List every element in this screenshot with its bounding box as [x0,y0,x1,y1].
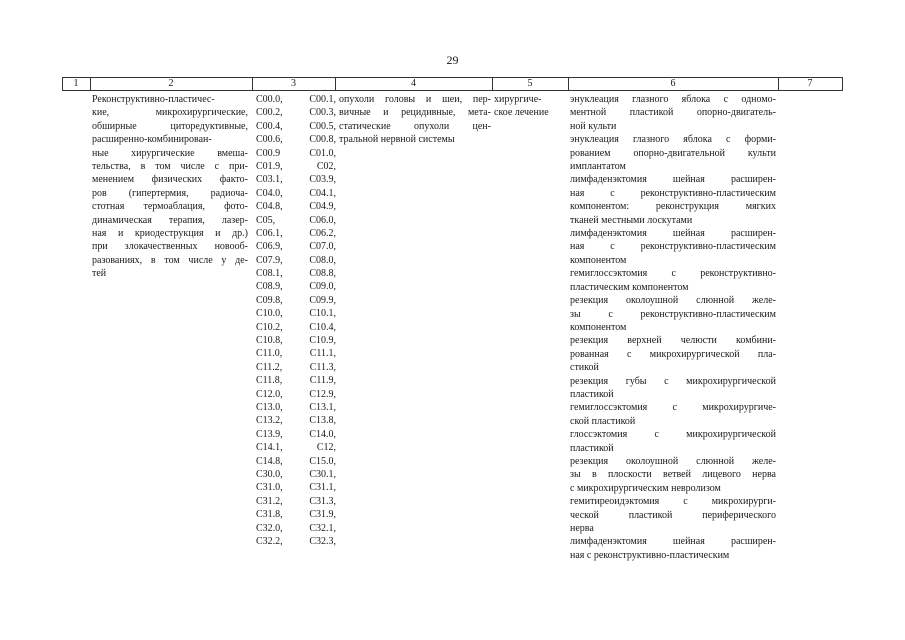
intervention-text-line: разованиях, в том числе у де- [92,254,248,266]
icd-code: C00.9 [256,147,281,159]
icd-code: C30.1, [309,468,336,480]
intervention-type-column [92,93,248,281]
icd-code: C04.8, [256,201,283,213]
icd-code-row [256,347,336,360]
icd-code: C08.9, [256,281,283,293]
icd-code: C08.8, [309,268,336,280]
icd-code: C31.9, [309,509,336,521]
icd-code: C03.9, [309,174,336,186]
diagnosis-text-line: тральной нервной системы [339,134,455,146]
icd-code: C31.8, [256,509,283,521]
icd-code-row [256,267,336,280]
method-text-line: рованная с микрохирургической пла- [570,348,776,360]
icd-code: C11.0, [256,348,283,360]
icd-code: C08.0, [309,254,336,266]
icd-code: C09.8, [256,294,283,306]
icd-code: C12.0, [256,388,283,400]
icd-code: C11.3, [309,361,336,373]
icd-code: C32.3, [309,535,336,547]
diagnosis-text-line: статические опухоли цен- [339,120,491,132]
method-text-line: ная с реконструктивно-пластическим [570,549,730,561]
icd-code: C11.9, [309,375,336,387]
intervention-text-line: стотная термоаблация, фото- [92,201,248,213]
icd-code-row [256,120,336,133]
icd-code: C15.0, [309,455,336,467]
icd-code: C11.1, [309,348,336,360]
icd-code: C32.1, [309,522,336,534]
icd-code-row [256,401,336,414]
icd-code: C03.1, [256,174,283,186]
icd-code: C31.2, [256,495,283,507]
method-text-line: лимфаденэктомия шейная расширен- [570,174,776,186]
header-col-7: 7 [807,78,813,89]
intervention-text-line: обширные циторедуктивные, [92,120,248,132]
icd-code: C00.0, [256,94,283,105]
intervention-text-line: Реконструктивно-пластичес- [92,94,215,105]
header-bottom-rule [62,90,843,91]
icd-code: C11.8, [256,375,283,387]
intervention-text-line: тельства, в том числе с при- [92,161,248,173]
icd-code: C14.0, [309,428,336,440]
method-text-line: лимфаденэктомия шейная расширен- [570,228,776,240]
icd-code: C10.0, [256,308,283,320]
icd-code: C31.1, [309,482,336,494]
header-col-6: 6 [670,78,676,89]
icd-code-row [256,481,336,494]
icd-code: C08.1, [256,268,283,280]
icd-code: C00.3, [309,107,336,119]
header-col-5: 5 [527,78,533,89]
intervention-text-line: ров (гипертермия, радиоча- [92,187,248,199]
intervention-text-line: кие, микрохирургические, [92,107,248,119]
icd-code: C12.9, [309,388,336,400]
icd-code-row [256,307,336,320]
method-text-line: зы с реконструктивно-пластическим [570,308,776,320]
icd-code: C13.8, [309,415,336,427]
icd-code-row [256,147,336,160]
icd-code: C07.0, [309,241,336,253]
icd-code-row [256,240,336,253]
method-text-line: ная с реконструктивно-пластическим [570,241,776,253]
icd-code: C06.9, [256,241,283,253]
icd-code-row [256,374,336,387]
diagnosis-column [339,93,491,147]
icd-code-row [256,495,336,508]
method-text-line: резекция околоушной слюнной желе- [570,455,776,467]
icd-code: C30.0, [256,468,283,480]
icd-code: C00.6, [256,134,283,146]
icd-code: C10.8, [256,335,283,347]
method-text-line: ная с реконструктивно-пластическим [570,187,776,199]
icd-code-row [256,468,336,481]
icd-code-row [256,508,336,521]
icd-code: C32.2, [256,535,283,547]
icd-code: C00.5, [309,120,336,132]
intervention-text-line: ные хирургические вмеша- [92,147,248,159]
method-text-line: ментной пластикой опорно-двигатель- [570,107,776,119]
method-text-line: пластикой [570,388,614,400]
icd-code: C12, [316,442,336,454]
icd-code: C04.1, [309,187,336,199]
icd-code: C13.0, [256,401,283,413]
method-text-line: ской пластикой [570,415,636,427]
icd-code: C10.9, [309,335,336,347]
icd-code: C06.2, [309,227,336,239]
intervention-text-line: динамическая терапия, лазер- [92,214,248,226]
icd-code-row [256,173,336,186]
icd-code-row [256,93,336,106]
method-text-line: пластикой [570,442,614,454]
icd-code-row [256,361,336,374]
header-col-2: 2 [168,78,174,89]
icd-code-row [256,214,336,227]
icd-code: C07.9, [256,254,283,266]
icd-code-row [256,160,336,173]
icd-code: C09.9, [309,294,336,306]
method-text-line: энуклеация глазного яблока с форми- [570,134,776,146]
method-text-line: пластическим компонентом [570,281,689,293]
icd-code: C31.0, [256,482,283,494]
method-text-line: гемитиреоидэктомия с микрохирурги- [570,496,776,508]
method-text-line: тканей местными лоскутами [570,214,693,226]
method-text-line: ческой пластикой периферического [570,509,776,521]
icd-code-row [256,187,336,200]
icd-code: C13.9, [256,428,283,440]
icd-code-row [256,321,336,334]
header-col-3: 3 [291,78,296,89]
treatment-text-line: хирургиче- [494,94,542,105]
intervention-text-line: ная и криодеструкция и др.) [92,228,248,240]
icd-code: C05, [256,214,276,226]
icd-code-row [256,414,336,427]
diagnosis-text-line: вичные и рецидивные, мета- [339,107,491,119]
method-text-line: ной культи [570,120,617,132]
method-text-line: резекция околоушной слюнной желе- [570,295,776,307]
icd-code: C13.1, [309,401,336,413]
icd-code-row [256,106,336,119]
method-text-line: гемиглоссэктомия с микрохирургиче- [570,402,776,414]
icd-code: C13.2, [256,415,283,427]
treatment-method-column [570,93,776,562]
method-text-line: глоссэктомия с микрохирургической [570,429,776,441]
method-text-line: нерва [570,523,594,534]
treatment-column [494,93,568,120]
method-text-line: имплантатом [570,161,626,173]
method-text-line: с микрохирургическим невролизом [570,482,721,494]
icd-code-row [256,428,336,441]
icd-code: C10.1, [309,308,336,320]
header-col-4: 4 [411,78,416,89]
icd-code: C00.4, [256,120,283,132]
icd-code-row [256,455,336,468]
intervention-text-line: менением физических факто- [92,174,248,186]
icd-code: C10.2, [256,321,283,333]
icd-code: C14.8, [256,455,283,467]
method-text-line: зы в плоскости ветвей лицевого нерва [570,469,776,481]
icd-code: C14.1, [256,442,283,454]
icd-code: C02, [316,160,336,172]
icd-code: C09.0, [309,281,336,293]
icd-codes-column [256,93,336,548]
icd-code-row [256,294,336,307]
icd-code-row [256,227,336,240]
intervention-text-line: расширенно-комбинирован- [92,134,212,146]
method-text-line: стикой [570,362,599,374]
icd-code: C04.9, [309,201,336,213]
icd-code: C00.1, [309,94,336,105]
icd-code: C06.1, [256,227,283,239]
method-text-line: резекция губы с микрохирургической [570,375,776,387]
icd-code: C31.3, [309,495,336,507]
icd-code: C11.2, [256,361,283,373]
icd-code-row [256,133,336,146]
method-text-line: резекция верхней челюсти комбини- [570,335,776,347]
icd-code-row [256,254,336,267]
icd-code-row [256,280,336,293]
diagnosis-text-line: опухоли головы и шеи, пер- [339,94,491,105]
icd-code-row [256,535,336,548]
icd-code: C06.0, [309,214,336,226]
document-table [62,77,843,577]
icd-code-row [256,200,336,213]
method-text-line: компонентом [570,254,627,266]
method-text-line: рованием опорно-двигательной культи [570,147,776,159]
header-divider [842,77,843,90]
page-number: 29 [446,53,459,67]
icd-code-row [256,441,336,454]
method-text-line: гемиглоссэктомия с реконструктивно- [570,268,776,280]
icd-code: C10.4, [309,321,336,333]
method-text-line: лимфаденэктомия шейная расширен- [570,536,776,548]
icd-code: C00.2, [256,107,283,119]
icd-code-row [256,522,336,535]
icd-code: C01.0, [309,147,336,159]
icd-code: C01.9, [256,160,283,172]
header-col-1: 1 [73,78,79,89]
intervention-text-line: тей [92,268,107,280]
method-text-line: компонентом: реконструкция мягких [570,201,776,213]
intervention-text-line: при злокачественных новооб- [92,241,248,253]
icd-code: C32.0, [256,522,283,534]
icd-code: C04.0, [256,187,283,199]
icd-code-row [256,388,336,401]
icd-code: C00.8, [309,134,336,146]
method-text-line: компонентом [570,321,627,333]
method-text-line: энуклеация глазного яблока с одномо- [570,94,776,105]
icd-code-row [256,334,336,347]
treatment-text-line: ское лечение [494,107,549,119]
